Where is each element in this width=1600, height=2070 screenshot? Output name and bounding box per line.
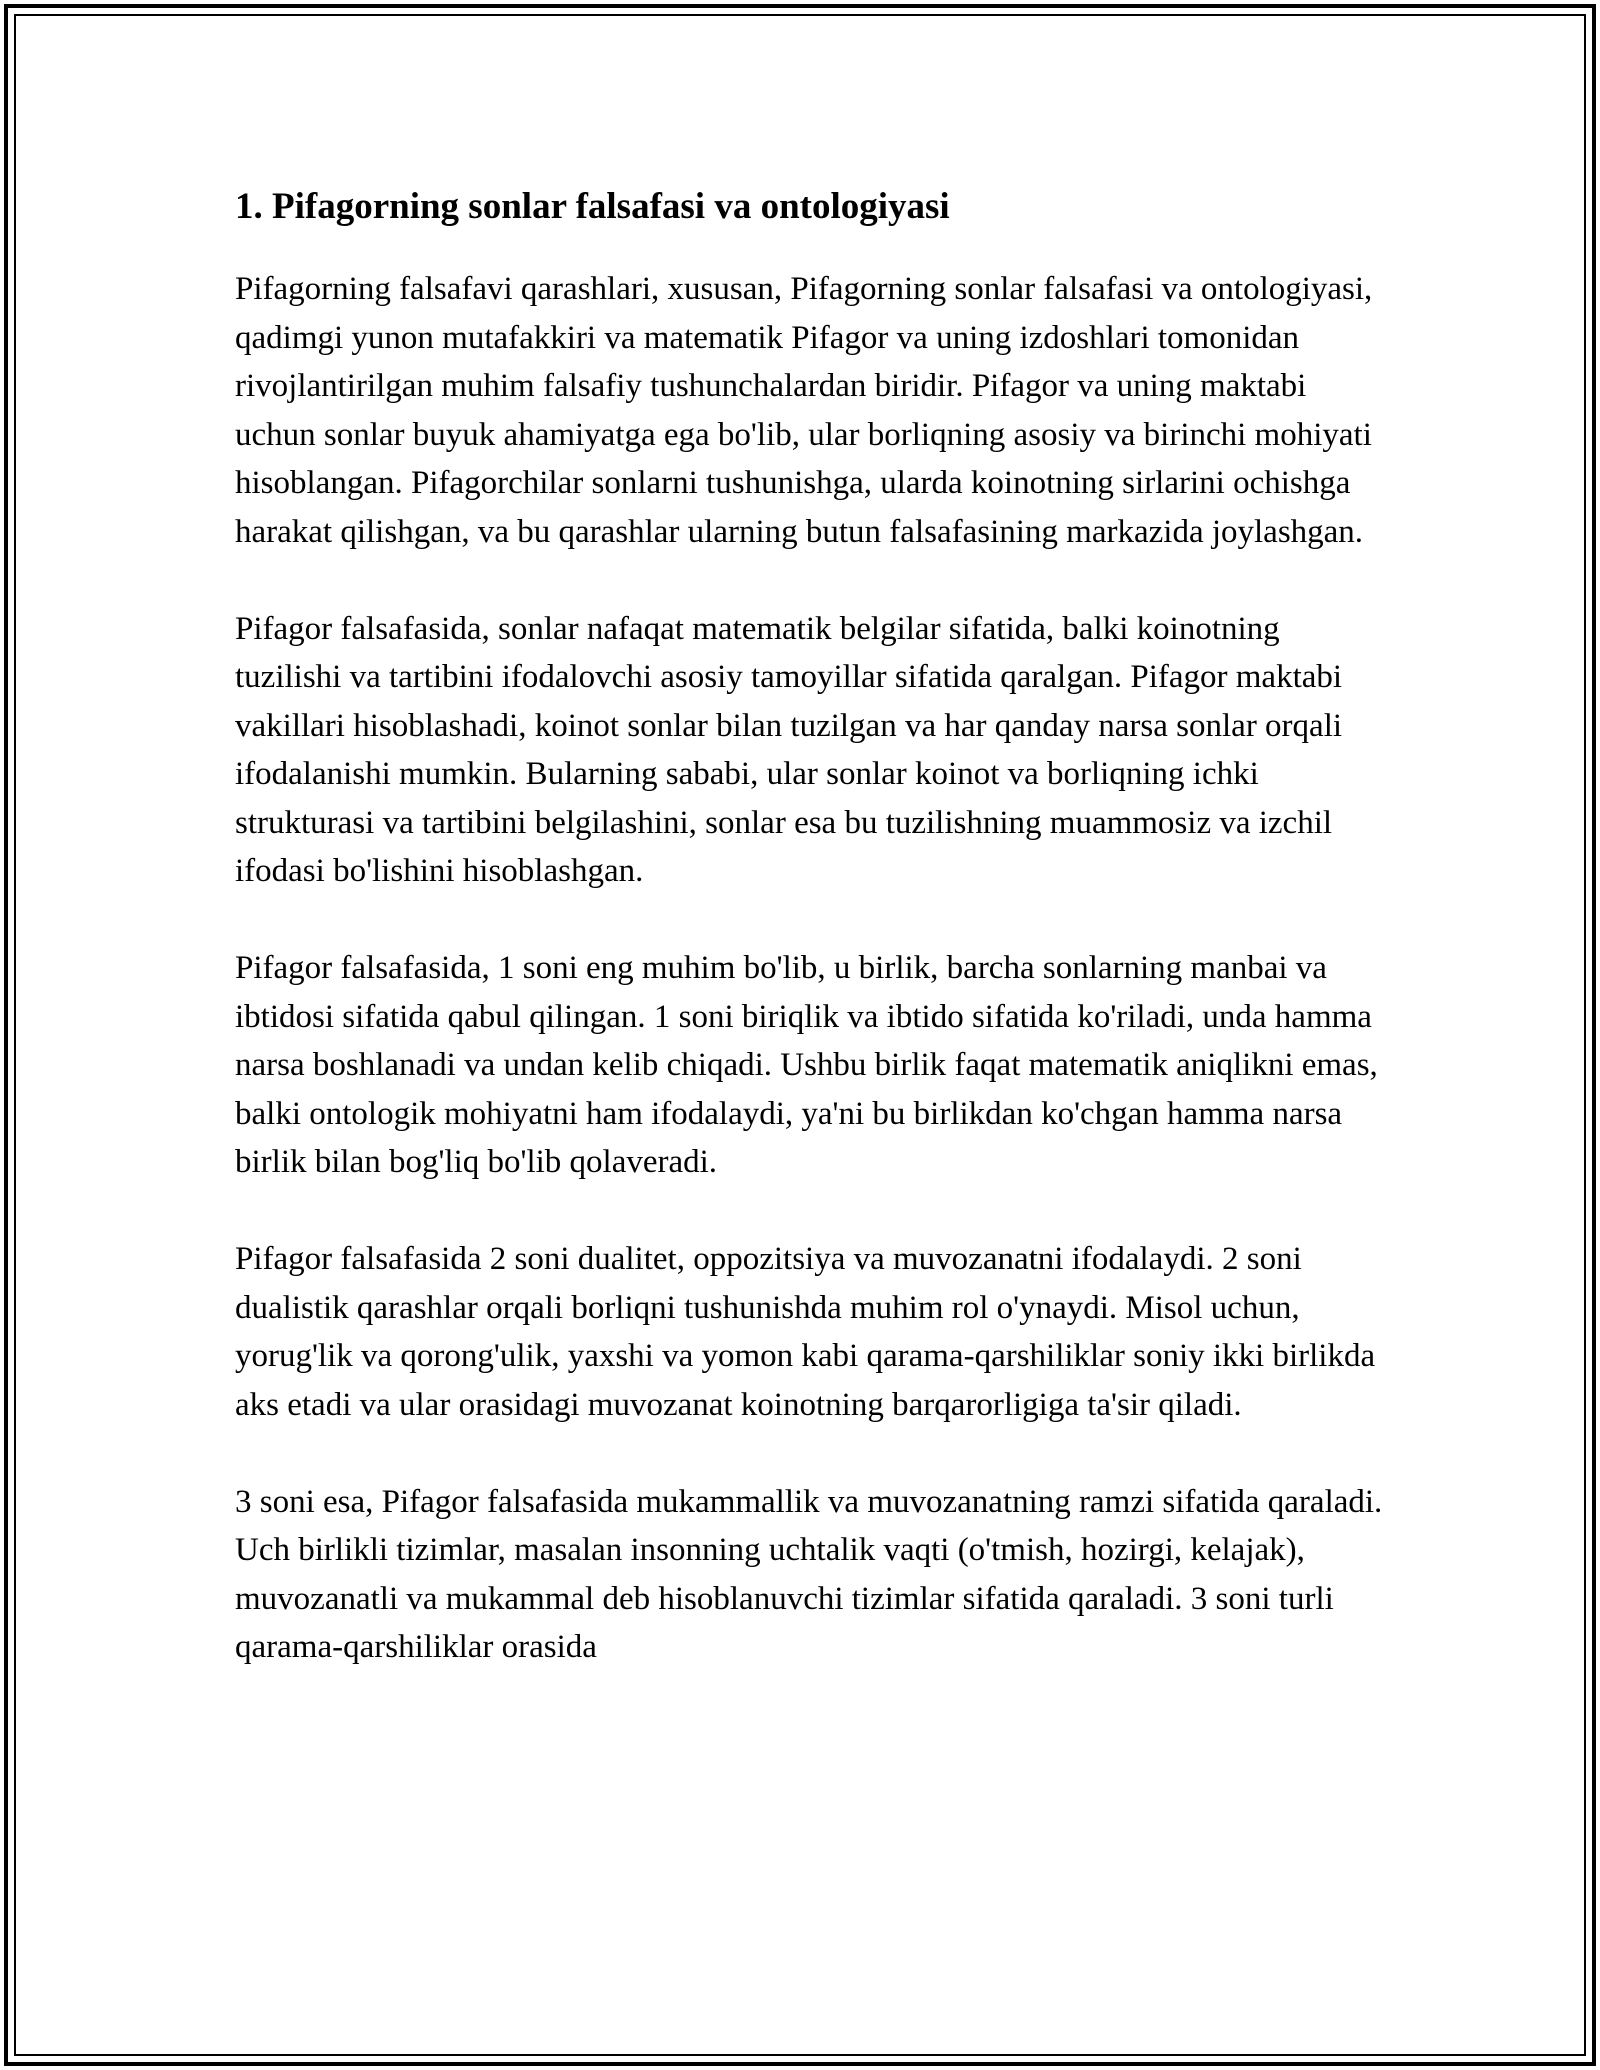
document-body [235,185,1385,1720]
paragraph-5: 3 soni esa, Pifagor falsafasida mukammallik va muvozanatning ramzi sifatida qaraladi. Uch birlikli tizimlar, masalan insonning uchtalik vaqti (o'tmish, hozirgi, kelajak), muvozanatli va mukammal deb hisoblanuvchi tizimlar sifatida qaraladi. 3 soni turli qarama-qarshiliklar orasida [235,1483,1383,1665]
section-heading: 1. Pifagorning sonlar falsafasi va ontologiyasi [235,186,950,227]
paragraph-4: Pifagor falsafasida 2 soni dualitet, oppozitsiya va muvozanatni ifodalaydi. 2 soni dualistik qarashlar orqali borliqni tushunishda muhim rol o'ynaydi. Misol uchun, yorug'lik va qorong'ulik, yaxshi va yomon kabi qarama-qarshiliklar soniy ikki birlikda aks etadi va ular orasidagi muvozanat koinotning barqarorligiga ta'sir qiladi. [235,1241,1376,1423]
paragraph-1: Pifagorning falsafavi qarashlari, xususan, Pifagorning sonlar falsafasi va ontologiyasi, qadimgi yunon mutafakkiri va matematik Pifagor va uning izdoshlari tomonidan rivojlantirilgan muhim falsafiy tushunchalardan biridir. Pifagor va uning maktabi uchun sonlar buyuk ahamiyatga ega bo'lib, ular borliqning asosiy va birinchi mohiyati hisoblangan. Pifagorchilar sonlarni tushunishga, ularda koinotning sirlarini ochishga harakat qilishgan, va bu qarashlar ularning butun falsafasining markazida joylashgan. [235,271,1373,550]
paragraph-2: Pifagor falsafasida, sonlar nafaqat matematik belgilar sifatida, balki koinotning tuzilishi va tartibini ifodalovchi asosiy tamoyillar sifatida qaralgan. Pifagor maktabi vakillari hisoblashadi, koinot sonlar bilan tuzilgan va har qanday narsa sonlar orqali ifodalanishi mumkin. Bularning sababi, ular sonlar koinot va borliqning ichki strukturasi va tartibini belgilashini, sonlar esa bu tuzilishning muammosiz va izchil ifodasi bo'lishini hisoblashgan. [235,610,1343,889]
paragraph-3: Pifagor falsafasida, 1 soni eng muhim bo'lib, u birlik, barcha sonlarning manbai va ibtidosi sifatida qabul qilingan. 1 soni biriqlik va ibtido sifatida ko'riladi, unda hamma narsa boshlanadi va undan kelib chiqadi. Ushbu birlik faqat matematik aniqlikni emas, balki ontologik mohiyatni ham ifodalaydi, ya'ni bu birlikdan ko'chgan hamma narsa birlik bilan bog'liq bo'lib qolaveradi. [235,950,1378,1180]
